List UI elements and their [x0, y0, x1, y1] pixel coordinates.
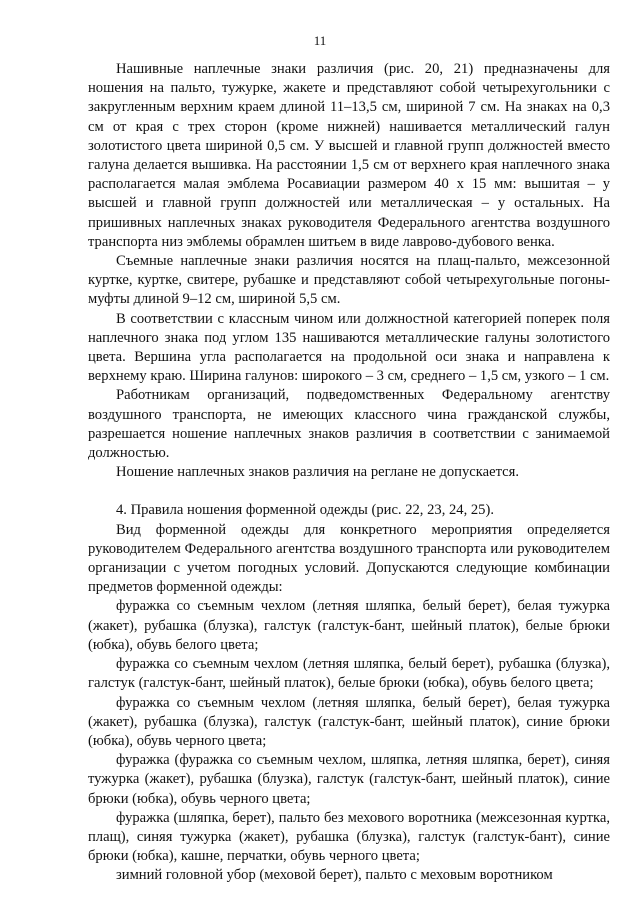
section-intro: Вид форменной одежды для конкретного мероприятия определяется руководителем Федерального агентства воздушного транспорта или руководителем организации с учетом погодных условий. Допускаются следующие комбинации предметов форменной одежды:	[88, 521, 610, 596]
combination-item: фуражка (фуражка со съемным чехлом, шляпка, летняя шляпка, берет), синяя тужурка (жакет), рубашка (блузка), галстук (галстук-бант, шейный платок), синие брюки (юбка), обувь черного цвета;	[88, 752, 610, 807]
page-number: 11	[313, 33, 327, 48]
paragraph-removable-shoulder-marks: Съемные наплечные знаки различия носятся на плащ-пальто, межсезонной куртке, куртке, свитере, рубашке и представляют собой четырехугольные погоны-муфты длиной 9–12 см, шириной 5,5 см.	[88, 253, 610, 308]
section-heading: 4. Правила ношения форменной одежды (рис. 22, 23, 24, 25).	[116, 502, 494, 519]
combination-item: фуражка (шляпка, берет), пальто без мехового воротника (межсезонная куртка, плащ), синяя тужурка (жакет), рубашка (блузка), галстук (галстук-бант), синие брюки (юбка), кашне, перчатки, обувь черного цвета;	[88, 809, 610, 865]
combination-item: фуражка со съемным чехлом (летняя шляпка, белый берет), рубашка (блузка), галстук (галстук-бант, шейный платок), белые брюки (юбка), обувь белого цвета;	[88, 656, 610, 692]
paragraph-subordinate-employees: Работникам организаций, подведомственных Федеральному агентству воздушного транспорта, не имеющих классного чина гражданской службы, разрешается ношение наплечных знаков различия в соответствии с занимаемой должностью.	[88, 387, 610, 462]
combination-item: зимний головной убор (меховой берет), пальто с меховым воротником	[116, 867, 553, 884]
paragraph-sewn-shoulder-marks: Нашивные наплечные знаки различия (рис. 20, 21) предназначены для ношения на пальто, тужурке, жакете и представляют собой четырехугольники с закругленным верхним краем длиной 11–13,5 см, шириной 7 см. На знаках на 0,3 см от края с трех сторон (кроме нижней) нашивается металлический галун золотистого цвета шириной 0,5 см. У высшей и главной групп должностей вместо галуна делается вышивка. На расстоянии 1,5 см от верхнего края наплечного знака располагается малая эмблема Росавиации размером 40 х 15 мм: вышитая – у высшей и главной групп должностей или металлическая – у остальных. На пришивных наплечных знаках руководителя Федерального агентства воздушного транспорта низ эмблемы обрамлен шитьем в виде лаврово-дубового венка.	[88, 61, 610, 250]
combination-item: фуражка со съемным чехлом (летняя шляпка, белый берет), белая тужурка (жакет), рубашка (блузка), галстук (галстук-бант, шейный платок), синие брюки (юбка), обувь черного цвета;	[88, 694, 610, 749]
paragraph-galloon-placement: В соответствии с классным чином или должностной категорией поперек поля наплечного знака под углом 135 нашиваются металлические галуны золотистого цвета. Вершина угла располагается на продольной оси знака и направлена к верхнему краю. Ширина галунов: широкого – 3 см, среднего – 1,5 см, узкого – 1 см.	[88, 310, 610, 385]
combination-item: фуражка со съемным чехлом (летняя шляпка, белый берет), белая тужурка (жакет), рубашка (блузка), галстук (галстук-бант, шейный платок), белые брюки (юбка), обувь белого цвета;	[88, 598, 610, 653]
document-body	[88, 60, 610, 886]
paragraph-raglan-prohibition: Ношение наплечных знаков различия на реглане не допускается.	[116, 464, 519, 481]
